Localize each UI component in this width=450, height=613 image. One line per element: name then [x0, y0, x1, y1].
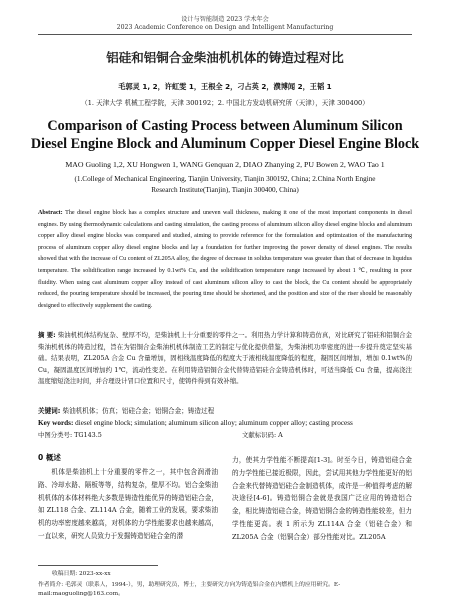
classification-number: 中图分类号: TG143.5: [38, 431, 102, 439]
keywords-cn-label: 关键词:: [38, 407, 61, 415]
keywords-en: [38, 418, 412, 428]
authors-cn: 毛郭灵 1, 2，许虹雯 1，王根全 2，刁占英 2，濮博闻 2，王韬 1: [118, 82, 332, 91]
body-right-column: 力，使其力学性能不断提高[1-3]。时至今日，铸造铝硅合金的力学性能已接近极限，因此，尝试用其他力学性能更好的铝合金来代替铸造铝硅合金制造机体，成许是一种值得考虑的解决途径[4-6]。铸造铝铜合金就是我国广泛应用的铸造铝合金，相比铸造铝硅合金，铸造铝铜合金的铸造性能较差，但力学性能更高。表 1 所示为 ZL114A 合金（铝硅合金）和 ZL205A 合金（铝铜合金）部分性能对比。ZL205A: [232, 456, 412, 541]
section-heading: 0 概述: [38, 453, 61, 462]
footnote-rule: [38, 565, 158, 566]
body-left-text: 机体是柴油机上十分重要的零件之一，其中包含润滑油路、冷却水路、隔板等等，结构复杂，壁厚不均。铝合金柴油机机体的本体材料绝大多数是铸造性能优异的铸造铝硅合金，如 ZL118 合金、ZL114A 合金，随着工业的发展，要求柴油机的功率密度越来越高，对机体的力学性能要求也越来越高，一直以来，研究人员致力于发掘铸造铝硅合金的潜: [38, 468, 218, 540]
abstract-cn-label: 摘 要:: [38, 331, 56, 339]
conference-header-cn: 设计与智能制造 2023 学术年会: [181, 16, 269, 23]
footnote-received: 收稿日期: 2023-xx-xx: [52, 571, 111, 577]
abstract-cn-text: 柴油机机体结构复杂、壁厚不均，是柴油机上十分重要的零件之一。利用热力学计算和铸造仿真，对比研究了铝硅和铝铜合金柴油机机体的铸造过程，旨在为铝铜合金柴油机机体制造工艺的制定与优化提供借鉴，为柴油机功率密度的进一步提升奠定坚实基础。结果表明，ZL205A 合金 Cu 含量增加，固相线温度降低的程度大于液相线温度降低的程度，凝固区间增加，增加 0.1wt%的 Cu，凝固温度区间增加约 1℃，流动性变差。在利用铸造铝铜合金代替铸造铝硅合金铸造机体时，可适当降低 Cu 含量，提高浇注温度缩短浇注时间，并合理设计冒口位置和尺寸，使铸件得到有效补缩。: [38, 331, 413, 386]
document-code: 文献标识码: A: [242, 431, 283, 439]
abstract-en-text: The diesel engine block has a complex structure and uneven wall thickness, making it one of the most important components in diesel engines. By using thermodynamic calculations and casting simulation, the casting process of aluminum silicon alloy diesel engine blocks and aluminum copper alloy diesel engine blocks was compared and studied, aiming to provide reference for the formulation and optimization of the manufacturing process of aluminum copper alloy diesel engine blocks and lay a foundation for further improving the power density of diesel engines. The results showed that with the increase of Cu content of ZL205A alloy, the degree of decrease in solidus temperature was greater than that of decrease in liquidus temperature. The solidification range increased by 0.1wt% Cu, and the solidification temperature range increased by about 1 ℃, resulting in poor fluidity. When using cast aluminum copper alloy instead of cast aluminum silicon alloy to cast the block, the Cu content should be appropriately reduced, the pouring temperature should be increased, the pouring time should be shortened, and the position and size of the riser should be reasonably designed to effectively supplement the casting.: [38, 210, 412, 309]
header-rule: [38, 34, 412, 35]
abstract-cn: [38, 330, 412, 388]
title-cn: 铝硅和铝铜合金柴油机机体的铸造过程对比: [106, 50, 344, 65]
keywords-en-label: Key words:: [38, 419, 74, 427]
affiliation-en: (1.College of Mechanical Engineering, Tianjin University, Tianjin 300192, China; 2.China North Engine Research Institute(Tianjin), Tianjin 300400, China): [74, 175, 376, 194]
keywords-en-text: diesel engine block; simulation; aluminum silicon alloy; aluminum copper alloy; casting process: [75, 419, 353, 427]
affiliation-cn: （1. 天津大学 机械工程学院，天津 300192；2. 中国北方发动机研究所（天津），天津 300400）: [81, 99, 369, 107]
conference-header-en: 2023 Academic Conference on Design and Intelligent Manufacturing: [116, 24, 334, 31]
title-en: Comparison of Casting Process between Aluminum Silicon Diesel Engine Block and Aluminum Copper Diesel Engine Block: [30, 118, 420, 152]
abstract-en: [38, 208, 412, 312]
body-left-column: [38, 466, 218, 543]
keywords-cn-text: 柴油机机体；仿真；铝硅合金；铝铜合金；铸造过程: [62, 407, 215, 415]
abstract-en-label: Abstract:: [38, 210, 63, 216]
authors-en: MAO Guoling 1,2, XU Hongwen 1, WANG Genquan 2, DIAO Zhanying 2, PU Bowen 2, WAO Tao 1: [65, 160, 385, 169]
keywords-cn: [38, 405, 412, 415]
footnote-author: 作者简介: 毛郭灵（联系人，1994-），男，助理研究员，博士，主要研究方向为铸造铝合金在内燃机上的应用研究。E-mail:maoguoling@163.com。: [38, 582, 341, 597]
